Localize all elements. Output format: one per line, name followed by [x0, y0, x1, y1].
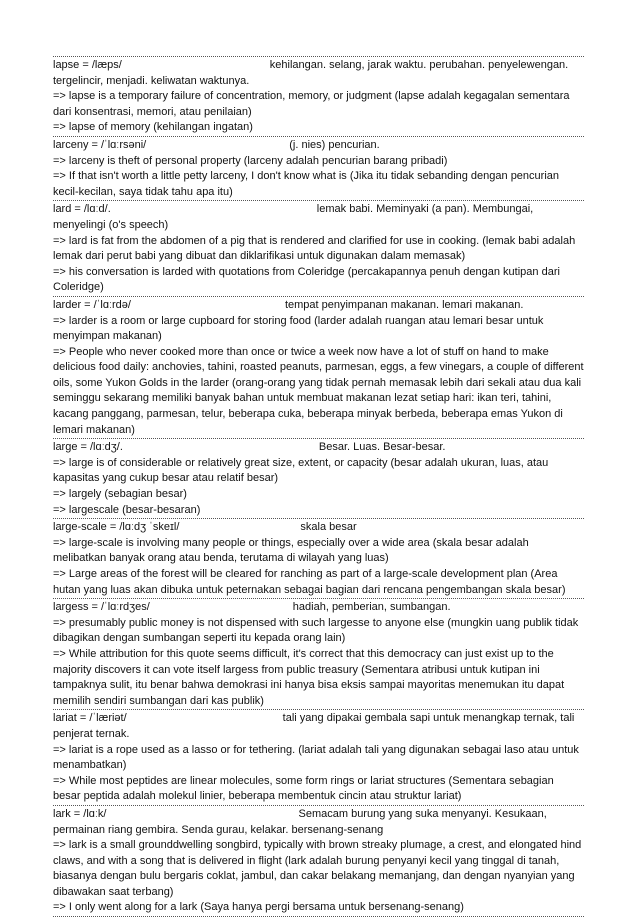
- entry-example-line: => Large areas of the forest will be cleared for ranching as part of a large-scale development plan (Area hutan yang luas akan dibuka untuk peternakan sebagai bagian dari rencana pengembangan skala besar): [53, 568, 566, 596]
- dictionary-entry: [53, 519, 584, 599]
- entry-headword: large = /lɑːdʒ/.: [53, 441, 123, 454]
- entry-gloss: hadiah, pemberian, sumbangan.: [292, 601, 451, 614]
- dictionary-entry: [53, 599, 584, 710]
- entry-gloss: lemak babi. Meminyaki (a pan). Membungai, menyelingi (o's speech): [53, 203, 534, 231]
- entry-header: [53, 298, 584, 314]
- entry-example-line: => If that isn't worth a little petty larceny, I don't know what is (Jika itu tidak sebanding dengan pencurian kecil-kecilan, saya tidak tahu apa itu): [53, 170, 560, 198]
- entry-example-line: => large-scale is involving many people or things, especially over a wide area (skala besar adalah melibatkan banyak orang atau benda, terutama di wilayah yang luas): [53, 536, 529, 565]
- entry-header: [53, 807, 584, 838]
- entry-gloss: skala besar: [300, 521, 357, 534]
- entry-gloss: tempat penyimpanan makanan. lemari makanan.: [284, 298, 524, 311]
- entry-header: [53, 202, 584, 233]
- dictionary-entry: [53, 806, 584, 917]
- entry-header: [53, 520, 584, 536]
- entry-headword: lark = /lɑːk/: [53, 807, 107, 820]
- entry-example-line: => lark is a small grounddwelling songbird, typically with brown streaky plumage, a crest, and elongated hind claws, and with a song that is delivered in flight (lark adalah burung penyanyi kecil yang tinggal di tanah, biasanya dengan bulu bergaris coklat, jambul, dan cakar belakang memanjang, dan dengan nyanyian yang dibawakan saat terbang): [53, 839, 582, 898]
- entry-example-line: => lapse of memory (kehilangan ingatan): [53, 121, 253, 134]
- entry-headword: lariat = /ˈlæriət/: [53, 712, 127, 725]
- entry-example-line: => lariat is a rope used as a lasso or for tethering. (lariat adalah tali yang digunakan sebagai laso atau untuk menambatkan): [53, 743, 579, 772]
- entry-headword: larder = /ˈlɑːrdə/: [53, 298, 131, 311]
- entry-header: [53, 600, 584, 616]
- entry-gloss: tali yang dipakai gembala sapi untuk menangkap ternak, tali penjerat ternak.: [53, 712, 575, 740]
- entry-gloss: Semacam burung yang suka menyanyi. Kesukaan, permainan riang gembira. Senda gurau, kelakar. bersenang-senang: [53, 807, 547, 836]
- entry-headword: lapse = /læps/: [53, 59, 122, 71]
- entry-example-line: => largescale (besar-besaran): [53, 503, 201, 516]
- entry-example-line: => People who never cooked more than once or twice a week now have a lot of stuff on hand to make delicious food daily: anchovies, tahini, roasted peanuts, parmesan, eggs, a few vinegars, a couple of different oils, some Yukon Golds in the larder (orang-orang yang tidak pernah memasak lebih dari sekali atau dua kali seminggu sekarang memiliki banyak bahan untuk membuat makanan lezat setiap hari: ikan teri, tahini, kacang panggang, parmesan, telur, beberapa cuka, beberapa minyak berbeda, beberapa emas Yukon di lemari makanan): [53, 345, 584, 436]
- entry-gloss: kehilangan. selang, jarak waktu. perubahan. penyelewengan. tergelincir, menjadi. keliwatan waktunya.: [53, 59, 569, 87]
- entry-headword: largess = /ˈlɑːrdʒes/: [53, 601, 150, 614]
- entry-headword: larceny = /ˈlɑːrsəni/: [53, 138, 147, 151]
- entry-header: [53, 138, 584, 154]
- dictionary-entry: [53, 201, 584, 297]
- entry-gloss: (j. nies) pencurian.: [289, 138, 380, 151]
- entry-header: [53, 440, 584, 456]
- entry-example-line: => large is of considerable or relatively great size, extent, or capacity (besar adalah ukuran, luas, atau kapasitas yang cukup besar atau relatif besar): [53, 456, 549, 485]
- entry-example-line: => presumably public money is not dispensed with such largesse to anyone else (mungkin uang publik tidak dibagikan dengan sumbangan seperti itu kepada orang lain): [53, 616, 579, 645]
- dictionary-entry: [53, 297, 584, 439]
- entry-headword: lard = /lɑːd/.: [53, 203, 111, 216]
- entry-example-line: => largely (sebagian besar): [53, 488, 187, 501]
- entry-headword: large-scale = /lɑːdʒ ˈskeɪl/: [53, 521, 180, 534]
- dictionary-entry: [53, 710, 584, 806]
- dictionary-entry: [53, 56, 584, 137]
- entry-example-line: => larder is a room or large cupboard for storing food (larder adalah ruangan atau lemari besar untuk menyimpan makanan): [53, 314, 544, 343]
- entry-example-line: => lapse is a temporary failure of concentration, memory, or judgment (lapse adalah kegagalan sementara dari konsentrasi, memori, atau penilaian): [53, 90, 570, 118]
- entry-example-line: => his conversation is larded with quotations from Coleridge (percakapannya penuh dengan kutipan dari Coleridge): [53, 265, 560, 294]
- entry-gloss: Besar. Luas. Besar-besar.: [318, 441, 446, 454]
- dictionary-entry: [53, 439, 584, 519]
- entry-example-line: => lard is fat from the abdomen of a pig that is rendered and clarified for use in cooking. (lemak babi adalah lemak dari perut babi yang dibuat dan diklarifikasi untuk digunakan dalam memasak): [53, 234, 576, 263]
- entry-example-line: => While most peptides are linear molecules, some form rings or lariat structures (Sementara sebagian besar peptida adalah molekul linier, beberapa membentuk cincin atau struktur lariat): [53, 774, 554, 803]
- entry-example-line: => larceny is theft of personal property (larceny adalah pencurian barang pribadi): [53, 154, 448, 167]
- entry-header: [53, 58, 584, 89]
- dictionary-sheet: [53, 56, 584, 917]
- dictionary-entry: [53, 137, 584, 201]
- entry-header: [53, 711, 584, 742]
- entry-example-line: => I only went along for a lark (Saya hanya pergi bersama untuk bersenang-senang): [53, 901, 464, 914]
- entry-example-line: => While attribution for this quote seems difficult, it's correct that this democracy can just exist up to the majority discovers it can vote itself largess from public treasury (Sementara atribusi untuk kutipan ini tampaknya sulit, itu benar bahwa demokrasi ini hanya bisa eksis sampai mayoritas menemukan itu dapat memilih sendiri sumbangan dari kas publik): [53, 647, 565, 707]
